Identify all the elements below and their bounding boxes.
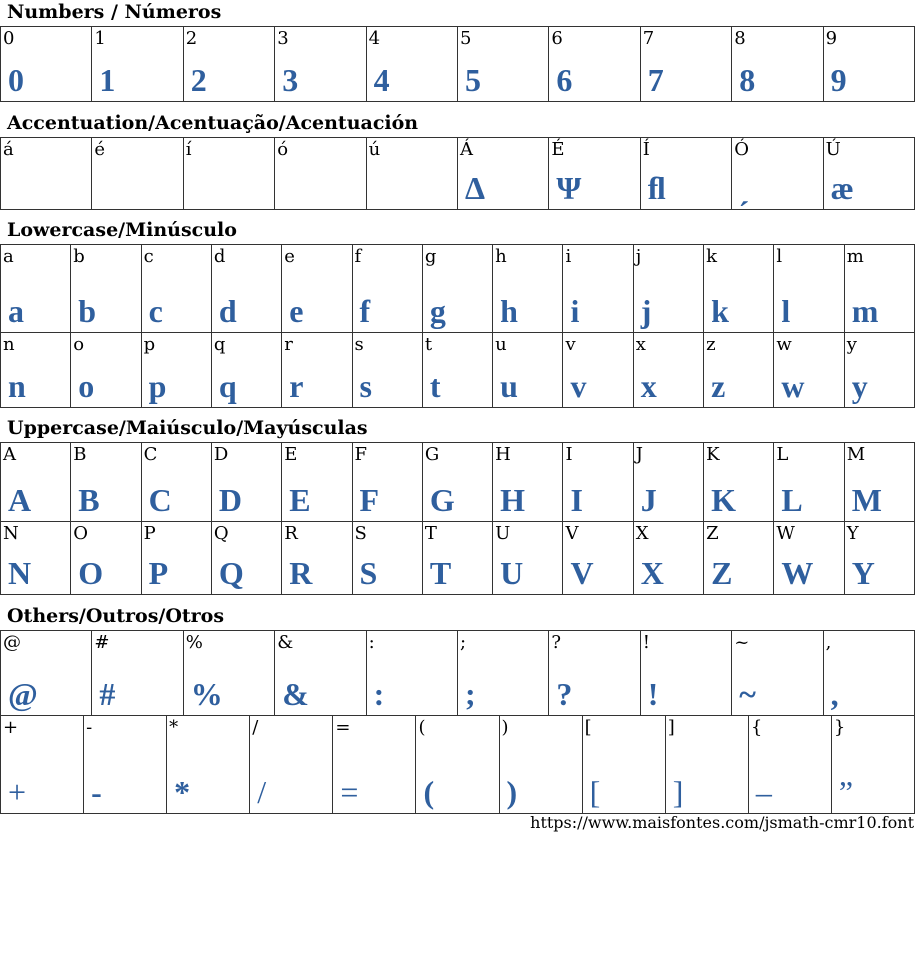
glyph-cell xyxy=(423,522,493,595)
glyph-cell-label: C xyxy=(143,444,158,465)
glyph-cell xyxy=(282,245,352,333)
glyph-cell-label: w xyxy=(776,334,792,355)
glyph-cell-label: ú xyxy=(368,139,381,160)
glyph-sample: v xyxy=(570,368,587,404)
glyph-sample: ﬂ xyxy=(647,170,666,206)
glyph-sample: ] xyxy=(672,774,684,810)
glyph-sample: m xyxy=(851,293,879,329)
glyph-cell xyxy=(500,716,583,814)
glyph-sample: K xyxy=(711,482,736,518)
glyph-cell-label: % xyxy=(185,632,203,653)
accents-grid xyxy=(0,137,915,210)
glyph-sample: - xyxy=(91,774,102,810)
glyph-sample: V xyxy=(570,555,594,591)
glyph-sample: ! xyxy=(647,676,659,712)
glyph-cell-label: 0 xyxy=(3,28,15,49)
glyph-sample: x xyxy=(640,368,657,404)
glyph-cell-label: l xyxy=(776,246,783,267)
glyph-cell-label: V xyxy=(565,523,579,544)
glyph-cell xyxy=(634,333,704,408)
glyph-cell xyxy=(275,631,366,716)
glyph-cell-label: 3 xyxy=(277,28,289,49)
glyph-cell xyxy=(704,245,774,333)
glyph-sample: 7 xyxy=(647,62,664,98)
glyph-cell-label: U xyxy=(495,523,511,544)
glyph-sample: S xyxy=(359,555,378,591)
glyph-cell xyxy=(583,716,666,814)
glyph-sample: + xyxy=(8,774,27,810)
glyph-sample: H xyxy=(500,482,526,518)
glyph-sample: 5 xyxy=(465,62,481,98)
glyph-cell xyxy=(353,443,423,522)
glyph-sample: 3 xyxy=(282,62,299,98)
glyph-cell xyxy=(458,138,549,210)
glyph-sample: q xyxy=(218,368,237,404)
glyph-cell xyxy=(704,522,774,595)
glyph-sample: E xyxy=(289,482,311,518)
glyph-cell-label: J xyxy=(635,444,643,465)
glyph-cell-label: H xyxy=(495,444,511,465)
glyph-cell xyxy=(1,333,71,408)
glyph-cell xyxy=(423,443,493,522)
glyph-sample: W xyxy=(781,555,814,591)
glyph-cell xyxy=(275,27,366,102)
glyph-sample: Δ xyxy=(465,170,486,206)
glyph-cell-label: d xyxy=(213,246,226,267)
glyph-cell xyxy=(142,333,212,408)
glyph-sample: p xyxy=(148,368,167,404)
glyph-sample: s xyxy=(359,368,372,404)
glyph-sample: 0 xyxy=(8,62,24,98)
glyph-cell-label: ( xyxy=(418,717,426,738)
glyph-cell xyxy=(641,631,732,716)
glyph-cell xyxy=(71,443,141,522)
glyph-cell-label: G xyxy=(424,444,440,465)
glyph-cell-label: - xyxy=(86,717,93,738)
glyph-cell-label: h xyxy=(495,246,507,267)
glyph-cell xyxy=(212,443,282,522)
glyph-sample: w xyxy=(781,368,805,404)
glyph-cell xyxy=(832,716,915,814)
glyph-cell-label: 1 xyxy=(94,28,106,49)
glyph-sample: 6 xyxy=(556,62,573,98)
glyph-cell xyxy=(1,27,92,102)
glyph-cell-label: m xyxy=(846,246,864,267)
numbers-grid xyxy=(0,26,915,102)
glyph-cell xyxy=(142,522,212,595)
glyph-sample: M xyxy=(851,482,882,518)
glyph-cell xyxy=(353,245,423,333)
glyph-sample: O xyxy=(78,555,104,591)
glyph-cell xyxy=(634,443,704,522)
glyph-cell-label: M xyxy=(846,444,866,465)
glyph-cell-label: Á xyxy=(460,139,473,160)
glyph-sample: # xyxy=(99,676,116,712)
glyph-cell-label: 7 xyxy=(642,28,655,49)
glyph-cell xyxy=(1,716,84,814)
glyph-cell xyxy=(549,138,640,210)
lowercase-grid xyxy=(0,244,915,408)
glyph-cell-label: í xyxy=(185,139,192,160)
glyph-cell-label: # xyxy=(94,632,110,653)
glyph-cell xyxy=(845,245,915,333)
glyph-sample: d xyxy=(218,293,237,329)
section-title-others: Others/Outros/Otros xyxy=(7,605,225,627)
glyph-cell xyxy=(282,522,352,595)
glyph-sample: 2 xyxy=(190,62,207,98)
glyph-cell xyxy=(458,631,549,716)
glyph-cell xyxy=(1,522,71,595)
glyph-cell xyxy=(353,333,423,408)
glyph-cell-label: F xyxy=(354,444,368,465)
glyph-cell xyxy=(824,631,915,716)
glyph-sample: B xyxy=(78,482,100,518)
glyph-sample: L xyxy=(781,482,803,518)
glyph-cell xyxy=(184,27,275,102)
glyph-sample: ” xyxy=(838,774,854,810)
glyph-sample: N xyxy=(8,555,32,591)
glyph-sample: 8 xyxy=(739,62,756,98)
glyph-sample: : xyxy=(373,676,385,712)
glyph-sample: a xyxy=(8,293,24,329)
glyph-cell xyxy=(845,333,915,408)
glyph-cell-label: W xyxy=(776,523,795,544)
glyph-sample: Q xyxy=(218,555,244,591)
glyph-cell xyxy=(666,716,749,814)
glyph-cell xyxy=(704,443,774,522)
glyph-sample: k xyxy=(711,293,729,329)
glyph-cell-label: é xyxy=(94,139,106,160)
glyph-sample: 1 xyxy=(99,62,116,98)
glyph-sample: ) xyxy=(506,774,518,810)
glyph-sample: A xyxy=(8,482,32,518)
glyph-cell xyxy=(824,27,915,102)
glyph-cell xyxy=(563,245,633,333)
glyph-sample: h xyxy=(500,293,518,329)
glyph-cell xyxy=(92,631,183,716)
section-title-numbers: Numbers / Números xyxy=(7,1,222,23)
glyph-sample: R xyxy=(289,555,313,591)
glyph-cell xyxy=(549,27,640,102)
glyph-cell-label: Ú xyxy=(825,139,841,160)
glyph-cell-label: = xyxy=(335,717,351,738)
glyph-sample: ˏ xyxy=(739,170,750,206)
glyph-cell xyxy=(774,245,844,333)
glyph-cell xyxy=(749,716,832,814)
glyph-cell xyxy=(367,27,458,102)
glyph-cell xyxy=(282,333,352,408)
glyph-cell-label: ! xyxy=(642,632,651,653)
glyph-sample: D xyxy=(218,482,243,518)
glyph-sample: y xyxy=(851,368,868,404)
glyph-cell-label: ~ xyxy=(734,632,750,653)
glyph-sample: U xyxy=(500,555,524,591)
glyph-cell xyxy=(1,245,71,333)
glyph-cell xyxy=(184,138,275,210)
glyph-cell-label: N xyxy=(3,523,19,544)
glyph-sample: / xyxy=(257,774,267,810)
glyph-cell-label: c xyxy=(143,246,154,267)
glyph-cell-label: j xyxy=(635,246,642,267)
glyph-cell-label: ó xyxy=(277,139,289,160)
glyph-cell-label: P xyxy=(143,523,156,544)
glyph-cell xyxy=(167,716,250,814)
glyph-cell xyxy=(845,522,915,595)
glyph-sample: r xyxy=(289,368,304,404)
glyph-cell-label: Z xyxy=(706,523,719,544)
glyph-cell-label: z xyxy=(706,334,716,355)
glyph-cell xyxy=(275,138,366,210)
glyph-cell xyxy=(634,522,704,595)
glyph-cell-label: Í xyxy=(642,139,650,160)
glyph-cell xyxy=(71,522,141,595)
glyph-cell-label: Ó xyxy=(734,139,749,160)
glyph-cell-label: + xyxy=(3,717,19,738)
glyph-sample: æ xyxy=(830,170,854,206)
glyph-cell-label: p xyxy=(143,334,156,355)
glyph-cell xyxy=(493,245,563,333)
glyph-cell-label: ; xyxy=(460,632,467,653)
glyph-cell xyxy=(84,716,167,814)
glyph-cell-label: B xyxy=(73,444,87,465)
glyph-cell-label: L xyxy=(776,444,789,465)
glyph-cell xyxy=(563,443,633,522)
glyph-cell-label: t xyxy=(424,334,433,355)
glyph-cell xyxy=(563,522,633,595)
glyph-cell-label: A xyxy=(3,444,16,465)
glyph-sample: & xyxy=(282,676,309,712)
glyph-sample: t xyxy=(429,368,441,404)
glyph-cell xyxy=(416,716,499,814)
glyph-cell-label: Q xyxy=(213,523,229,544)
glyph-sample: ( xyxy=(423,774,435,810)
glyph-cell-label: ] xyxy=(667,717,675,738)
glyph-cell xyxy=(212,333,282,408)
glyph-cell-label: É xyxy=(551,139,565,160)
glyph-cell xyxy=(142,245,212,333)
glyph-cell-label: @ xyxy=(3,632,21,653)
glyph-sample: n xyxy=(8,368,26,404)
glyph-sample: – xyxy=(755,774,772,810)
glyph-cell xyxy=(92,138,183,210)
glyph-cell xyxy=(423,245,493,333)
glyph-sample: C xyxy=(148,482,172,518)
glyph-cell-label: , xyxy=(825,632,832,653)
glyph-cell-label: O xyxy=(73,523,89,544)
glyph-cell xyxy=(641,138,732,210)
glyph-cell-label: s xyxy=(354,334,364,355)
glyph-cell-label: n xyxy=(3,334,15,355)
glyph-sample: o xyxy=(78,368,95,404)
glyph-cell xyxy=(774,522,844,595)
glyph-cell-label: } xyxy=(833,717,846,738)
glyph-sample: ~ xyxy=(739,676,756,712)
glyph-cell xyxy=(367,631,458,716)
glyph-cell-label: 4 xyxy=(368,28,381,49)
glyph-cell-label: r xyxy=(284,334,293,355)
glyph-cell xyxy=(184,631,275,716)
glyph-cell xyxy=(824,138,915,210)
glyph-cell-label: [ xyxy=(584,717,592,738)
glyph-sample: Z xyxy=(711,555,733,591)
glyph-cell-label: b xyxy=(73,246,85,267)
glyph-cell-label: ? xyxy=(551,632,562,653)
others-grid xyxy=(0,630,915,716)
glyph-sample: ? xyxy=(556,676,573,712)
glyph-cell xyxy=(634,245,704,333)
glyph-cell-label: K xyxy=(706,444,720,465)
glyph-cell xyxy=(212,522,282,595)
glyph-cell-label: T xyxy=(424,523,437,544)
glyph-cell-label: 5 xyxy=(460,28,472,49)
glyph-cell xyxy=(71,245,141,333)
glyph-sample: J xyxy=(640,482,657,518)
glyph-cell-label: I xyxy=(565,444,573,465)
glyph-cell-label: o xyxy=(73,334,85,355)
glyph-cell-label: D xyxy=(213,444,229,465)
glyph-cell-label: S xyxy=(354,523,367,544)
glyph-sample: g xyxy=(429,293,446,329)
glyph-sample: e xyxy=(289,293,304,329)
glyph-cell-label: : xyxy=(368,632,375,653)
glyph-cell-label: e xyxy=(284,246,295,267)
glyph-cell xyxy=(142,443,212,522)
glyph-cell-label: / xyxy=(252,717,259,738)
section-title-uppercase: Uppercase/Maiúsculo/Mayúsculas xyxy=(7,417,368,439)
glyph-cell-label: y xyxy=(846,334,857,355)
glyph-sample: , xyxy=(830,676,839,712)
glyph-cell xyxy=(493,333,563,408)
glyph-cell xyxy=(423,333,493,408)
glyph-cell xyxy=(1,631,92,716)
glyph-cell xyxy=(212,245,282,333)
glyph-cell xyxy=(367,138,458,210)
glyph-sample: ; xyxy=(465,676,476,712)
section-title-lowercase: Lowercase/Minúsculo xyxy=(7,219,237,241)
glyph-sample: I xyxy=(570,482,583,518)
glyph-cell xyxy=(641,27,732,102)
glyph-cell xyxy=(549,631,640,716)
glyph-cell xyxy=(353,522,423,595)
glyph-cell xyxy=(1,138,92,210)
glyph-cell xyxy=(493,522,563,595)
glyph-sample: c xyxy=(148,293,163,329)
glyph-sample: 4 xyxy=(373,62,390,98)
glyph-cell xyxy=(845,443,915,522)
glyph-cell-label: R xyxy=(284,523,298,544)
source-url: https://www.maisfontes.com/jsmath-cmr10.font xyxy=(530,813,914,832)
glyph-cell-label: E xyxy=(284,444,298,465)
glyph-sample: j xyxy=(640,293,652,329)
glyph-cell-label: x xyxy=(635,334,646,355)
glyph-cell-label: k xyxy=(706,246,717,267)
glyph-cell-label: g xyxy=(424,246,437,267)
glyph-sample: z xyxy=(711,368,726,404)
glyph-cell xyxy=(92,27,183,102)
glyph-cell xyxy=(732,138,823,210)
glyph-cell xyxy=(458,27,549,102)
glyph-cell-label: v xyxy=(565,334,576,355)
section-title-accents: Accentuation/Acentuação/Acentuación xyxy=(7,112,419,134)
glyph-cell xyxy=(563,333,633,408)
glyph-sample: f xyxy=(359,293,371,329)
glyph-sample: l xyxy=(781,293,791,329)
glyph-sample: % xyxy=(190,676,223,712)
glyph-cell xyxy=(732,27,823,102)
glyph-cell-label: a xyxy=(3,246,14,267)
others-grid-2 xyxy=(0,715,915,814)
glyph-cell xyxy=(250,716,333,814)
glyph-cell-label: f xyxy=(354,246,362,267)
glyph-cell xyxy=(282,443,352,522)
glyph-sample: u xyxy=(500,368,518,404)
glyph-cell xyxy=(774,333,844,408)
glyph-cell-label: { xyxy=(750,717,763,738)
glyph-sample: i xyxy=(570,293,580,329)
glyph-cell-label: q xyxy=(213,334,226,355)
glyph-sample: T xyxy=(429,555,452,591)
glyph-sample: = xyxy=(340,774,359,810)
glyph-cell xyxy=(333,716,416,814)
glyph-cell xyxy=(71,333,141,408)
glyph-cell-label: i xyxy=(565,246,572,267)
glyph-sample: P xyxy=(148,555,169,591)
glyph-cell-label: 9 xyxy=(825,28,838,49)
glyph-sample: b xyxy=(78,293,97,329)
glyph-cell-label: u xyxy=(495,334,507,355)
glyph-cell-label: 8 xyxy=(734,28,746,49)
glyph-cell xyxy=(1,443,71,522)
glyph-cell-label: Y xyxy=(846,523,859,544)
glyph-cell xyxy=(732,631,823,716)
glyph-cell-label: X xyxy=(635,523,649,544)
glyph-sample: @ xyxy=(8,676,38,712)
glyph-sample: Ψ xyxy=(556,170,582,206)
glyph-cell-label: ) xyxy=(501,717,509,738)
glyph-sample: G xyxy=(429,482,455,518)
glyph-cell xyxy=(774,443,844,522)
glyph-sample: [ xyxy=(589,774,601,810)
glyph-cell xyxy=(704,333,774,408)
glyph-sample: 9 xyxy=(830,62,847,98)
glyph-cell-label: & xyxy=(277,632,294,653)
glyph-sample: F xyxy=(359,482,380,518)
glyph-sample: * xyxy=(174,774,191,810)
glyph-cell xyxy=(493,443,563,522)
glyph-sample: X xyxy=(640,555,664,591)
glyph-cell-label: á xyxy=(3,139,14,160)
glyph-cell-label: 6 xyxy=(551,28,563,49)
glyph-sample: Y xyxy=(851,555,875,591)
glyph-cell-label: 2 xyxy=(185,28,198,49)
uppercase-grid xyxy=(0,442,915,595)
glyph-cell-label: * xyxy=(169,717,179,738)
